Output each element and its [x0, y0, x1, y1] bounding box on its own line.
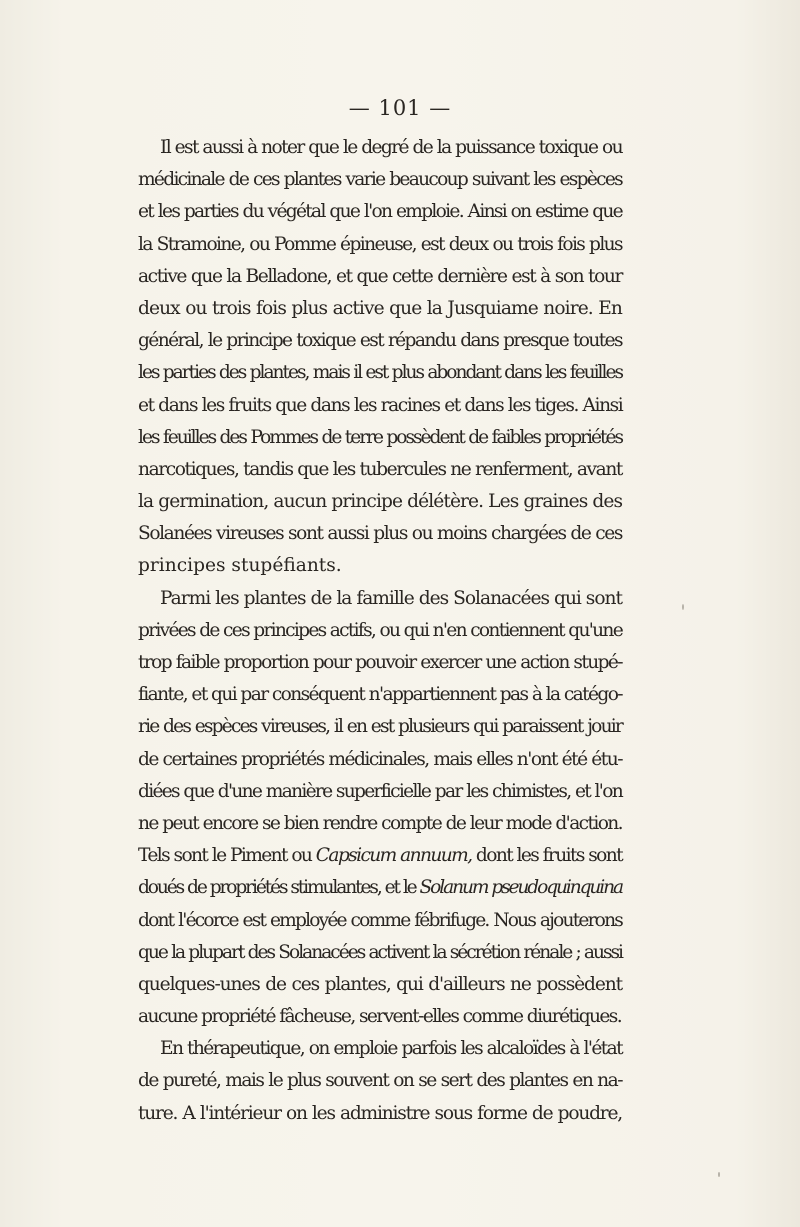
text-line: dont l'écorce est employée comme fébrifuge. Nous ajouterons [138, 909, 622, 931]
text-line: ne peut encore se bien rendre compte de leur mode d'action. [138, 812, 622, 834]
text-line: Solanées vireuses sont aussi plus ou moins chargées de ces [138, 523, 622, 545]
text-line: En thérapeutique, on emploie parfois les alcaloïdes à l'état [160, 1038, 622, 1060]
text-line: la germination, aucun principe délétère. Les graines des [138, 491, 623, 513]
text-line: narcotiques, tandis que les tubercules ne renferment, avant [138, 458, 622, 480]
species-name: Capsicum annuum, [315, 845, 472, 867]
text-line: quelques-unes de ces plantes, qui d'ailleurs ne possèdent [138, 973, 622, 995]
text-line: et dans les fruits que dans les racines et dans les tiges. Ainsi [138, 394, 623, 416]
text-line: fiante, et qui par conséquent n'appartiennent pas à la catégo- [138, 684, 622, 706]
text-line: privées de ces principes actifs, ou qui n'en contiennent qu'une [138, 619, 622, 641]
text-line [138, 840, 622, 872]
text-line: ture. A l'intérieur on les administre sous forme de poudre, [138, 1102, 622, 1124]
text-line [138, 872, 622, 904]
paper-speck [718, 1172, 720, 1177]
text-line: diées que d'une manière superficielle par les chimistes, et l'on [138, 780, 622, 802]
text-line: que la plupart des Solanacées activent la sécrétion rénale ; aussi [138, 941, 622, 963]
text-line: trop faible proportion pour pouvoir exercer une action stupé- [138, 652, 622, 673]
text-line: général, le principe toxique est répandu dans presque toutes [138, 330, 622, 352]
text-line: les feuilles des Pommes de terre possèdent de faibles propriétés [138, 426, 622, 448]
text-line: rie des espèces vireuses, il en est plusieurs qui paraissent jouir [138, 716, 622, 738]
text-line: médicinale de ces plantes varie beaucoup suivant les espèces [138, 169, 622, 191]
text-line: et les parties du végétal que l'on emploie. Ainsi on estime que [138, 201, 622, 223]
text-line: deux ou trois fois plus active que la Jusquiame noire. En [138, 297, 622, 319]
body-text [138, 132, 622, 1130]
text-run: Tels sont le Piment ou [138, 845, 316, 867]
text-line: la Stramoine, ou Pomme épineuse, est deux ou trois fois plus [138, 233, 622, 255]
text-line: Parmi les plantes de la famille des Solanacées qui sont [160, 587, 622, 609]
text-line: principes stupéfiants. [138, 555, 342, 577]
text-run: doués de propriétés stimulantes, et le [138, 877, 420, 899]
paper-speck [682, 604, 684, 610]
text-line: aucune propriété fâcheuse, servent-elles comme diurétiques. [138, 1006, 622, 1028]
text-line: Il est aussi à noter que le degré de la puissance toxique ou [160, 137, 622, 158]
text-line: active que la Belladone, et que cette dernière est à son tour [138, 265, 622, 287]
text-line: de pureté, mais le plus souvent on se sert des plantes en na- [138, 1070, 622, 1092]
page-number: — 101 — [348, 96, 452, 120]
text-run: dont les fruits sont [471, 845, 623, 867]
text-line: de certaines propriétés médicinales, mais elles n'ont été étu- [138, 748, 622, 770]
species-name: Solanum pseudoquinquina [419, 877, 622, 899]
text-line: les parties des plantes, mais il est plus abondant dans les feuilles [138, 362, 622, 384]
